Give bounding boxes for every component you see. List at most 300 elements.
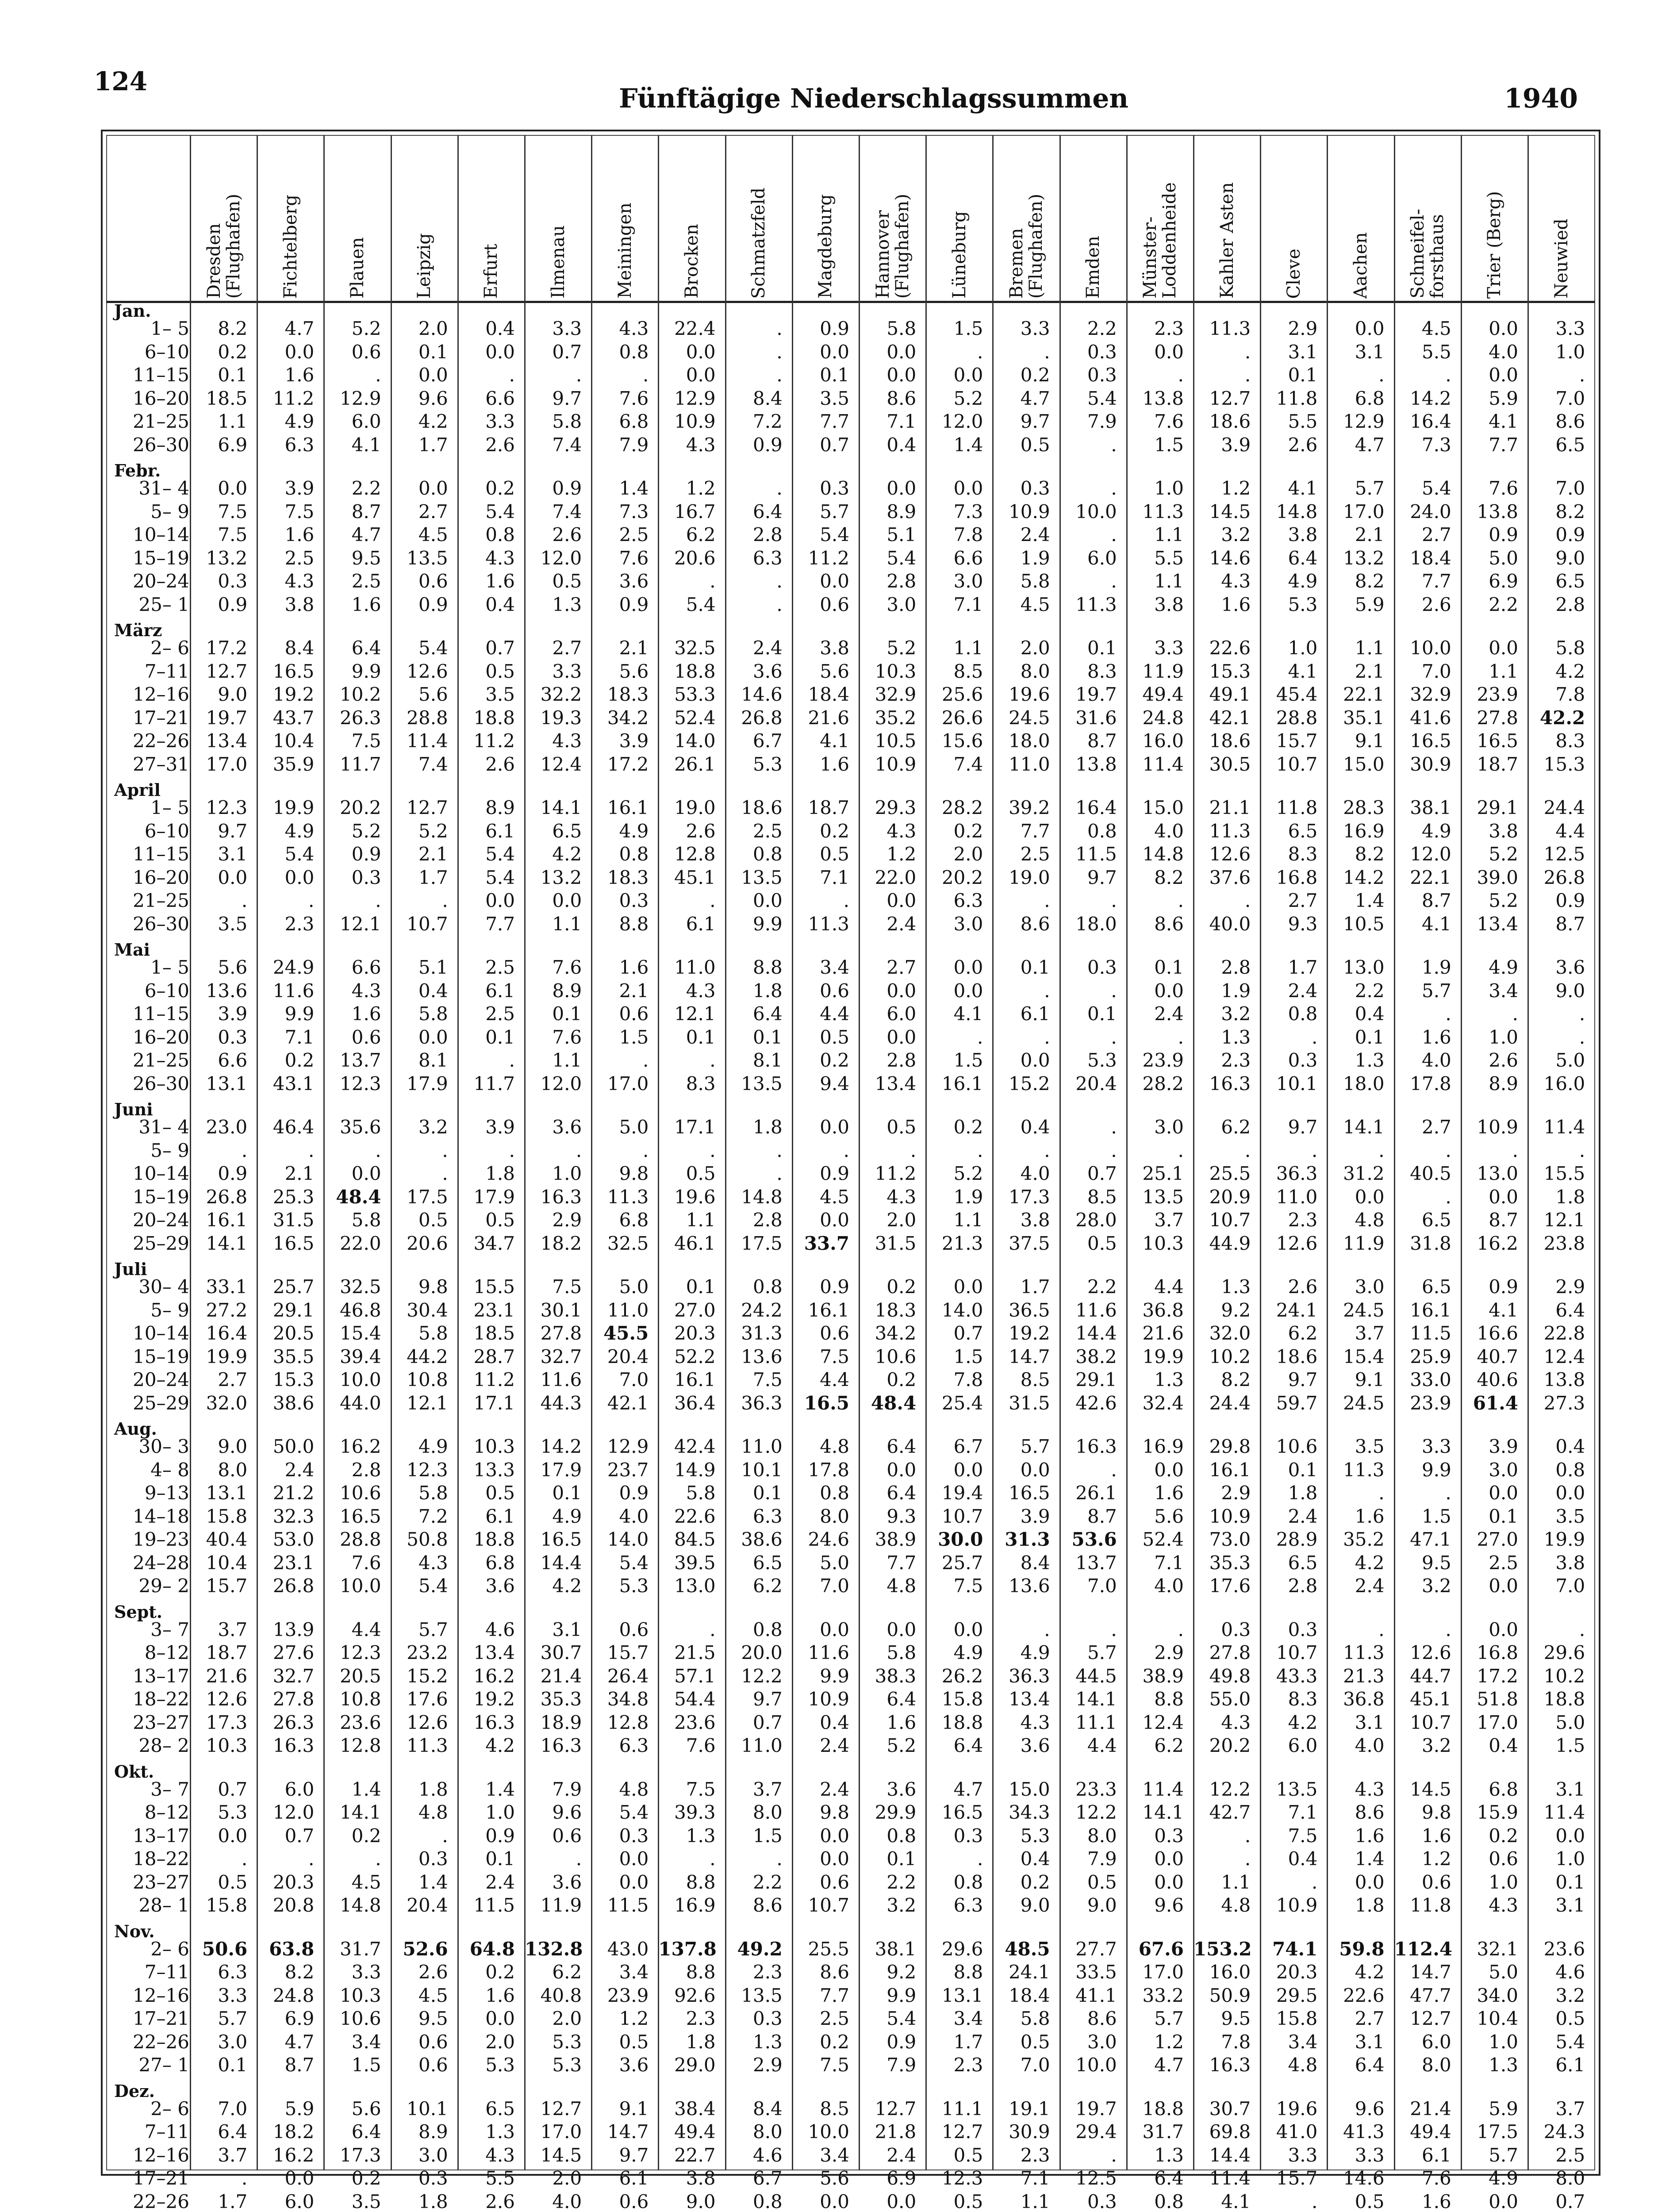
table-cell: 1.3 xyxy=(552,593,582,615)
table-cell: 22.6 xyxy=(674,1505,716,1527)
period-label: 3– 7 xyxy=(150,1618,189,1640)
month-label: Febr. xyxy=(114,461,161,480)
table-cell: 11.2 xyxy=(473,730,515,752)
table-cell: 16.5 xyxy=(340,1505,381,1527)
table-cell: 13.7 xyxy=(1075,1551,1117,1574)
period-label: 20–24 xyxy=(133,1209,189,1231)
table-cell: 23.6 xyxy=(1543,1938,1585,1960)
table-cell: 6.0 xyxy=(886,1003,917,1025)
table-cell: 12.7 xyxy=(540,2097,582,2120)
table-cell: 12.9 xyxy=(1343,411,1385,432)
table-cell: 5.8 xyxy=(1020,570,1050,592)
table-cell: 9.5 xyxy=(351,547,381,569)
table-cell: 18.0 xyxy=(1075,913,1117,935)
table-cell: 3.5 xyxy=(218,913,248,935)
table-cell: 10.4 xyxy=(206,1551,248,1574)
table-cell: 5.6 xyxy=(418,684,448,705)
table-cell: 0.0 xyxy=(1489,364,1518,386)
table-cell: 38.1 xyxy=(875,1938,917,1960)
period-label: 1– 5 xyxy=(150,318,189,339)
table-cell: 6.4 xyxy=(886,1688,917,1710)
table-cell: . xyxy=(442,890,448,911)
table-cell: 0.3 xyxy=(953,1824,983,1847)
table-cell: 61.4 xyxy=(1473,1392,1518,1414)
table-cell: 11.3 xyxy=(1209,820,1251,842)
table-cell: 4.4 xyxy=(351,1618,381,1640)
station-name: Leipzig xyxy=(414,233,435,299)
table-cell: 4.9 xyxy=(619,820,649,842)
table-cell: 0.9 xyxy=(218,1163,248,1184)
period-label: 3– 7 xyxy=(150,1778,189,1800)
table-cell: 1.8 xyxy=(485,1163,515,1184)
table-cell: 1.4 xyxy=(619,477,649,499)
table-cell: 0.1 xyxy=(752,1482,783,1504)
table-cell: 16.1 xyxy=(1209,1459,1251,1481)
table-cell: 3.0 xyxy=(1154,1116,1184,1138)
station-header xyxy=(859,139,926,299)
table-cell: 0.9 xyxy=(418,593,448,615)
table-cell: 9.8 xyxy=(619,1163,649,1184)
table-cell: 5.8 xyxy=(1555,637,1585,659)
table-cell: 0.8 xyxy=(1087,820,1117,842)
station-header xyxy=(324,139,391,299)
table-cell: 5.2 xyxy=(953,1163,983,1184)
table-cell: 3.7 xyxy=(218,2144,248,2166)
table-cell: 41.1 xyxy=(1075,1984,1117,2006)
table-cell: 5.3 xyxy=(1288,593,1318,615)
table-cell: 3.7 xyxy=(1355,1322,1385,1344)
table-cell: 6.4 xyxy=(752,1003,783,1025)
table-cell: 34.0 xyxy=(1477,1984,1518,2006)
table-cell: 8.6 xyxy=(1020,913,1050,935)
table-cell: 0.2 xyxy=(820,820,849,842)
table-cell: 0.0 xyxy=(886,2190,917,2212)
table-cell: 11.4 xyxy=(1543,1116,1585,1138)
table-cell: 9.8 xyxy=(1421,1801,1451,1823)
table-cell: 7.1 xyxy=(284,1026,315,1048)
table-cell: 0.7 xyxy=(820,434,849,456)
table-cell: 0.0 xyxy=(418,1026,448,1048)
table-cell: 1.0 xyxy=(1489,1871,1518,1893)
table-cell: 14.0 xyxy=(607,1528,649,1550)
table-cell: 8.6 xyxy=(1555,411,1585,432)
table-cell: 23.1 xyxy=(272,1551,315,1574)
table-cell: 3.1 xyxy=(1288,341,1318,363)
table-cell: 14.0 xyxy=(674,730,716,752)
table-cell: . xyxy=(1579,1026,1585,1048)
table-cell: 11.3 xyxy=(1209,318,1251,339)
period-label: 6–10 xyxy=(144,341,189,363)
table-cell: 13.0 xyxy=(1477,1163,1518,1184)
table-cell: 19.4 xyxy=(941,1482,983,1504)
period-label: 20–24 xyxy=(133,1369,189,1390)
table-cell: 1.1 xyxy=(1154,524,1184,545)
station-name: Schmatzfeld xyxy=(748,187,769,299)
table-cell: 6.6 xyxy=(485,387,515,409)
table-cell: 50.6 xyxy=(202,1938,248,1960)
table-cell: 26.3 xyxy=(272,1711,315,1733)
table-cell: 0.1 xyxy=(1020,956,1050,978)
table-cell: 3.8 xyxy=(1489,820,1518,842)
table-cell: 14.1 xyxy=(340,1801,381,1823)
table-cell: 1.3 xyxy=(1355,1049,1385,1071)
table-cell: 14.1 xyxy=(1075,1688,1117,1710)
table-cell: 10.3 xyxy=(340,1984,381,2006)
table-cell: 12.1 xyxy=(340,913,381,935)
table-cell: 15.7 xyxy=(1276,730,1318,752)
table-cell: . xyxy=(1044,1139,1050,1161)
table-cell: . xyxy=(1111,1618,1117,1640)
table-cell: 26.1 xyxy=(674,753,716,775)
table-cell: 3.6 xyxy=(552,1116,582,1138)
table-cell: 0.9 xyxy=(820,1276,849,1298)
table-cell: 18.5 xyxy=(206,387,248,409)
table-cell: 0.0 xyxy=(552,890,582,911)
table-cell: 11.4 xyxy=(1142,753,1184,775)
table-cell: 12.6 xyxy=(1410,1642,1451,1663)
period-label: 30– 4 xyxy=(138,1276,189,1298)
table-cell: 9.0 xyxy=(1020,1894,1050,1916)
table-cell: 2.0 xyxy=(418,318,448,339)
table-cell: 24.4 xyxy=(1209,1392,1251,1414)
table-cell: 0.2 xyxy=(218,341,248,363)
table-cell: . xyxy=(776,318,783,339)
period-label: 31– 4 xyxy=(138,1116,189,1138)
table-cell: 6.3 xyxy=(953,890,983,911)
table-cell: 2.2 xyxy=(1489,593,1518,615)
table-cell: 22.6 xyxy=(1209,637,1251,659)
table-cell: 20.4 xyxy=(407,1894,448,1916)
table-cell: 3.0 xyxy=(1355,1276,1385,1298)
table-cell: 36.8 xyxy=(1142,1299,1184,1321)
table-cell: 39.4 xyxy=(340,1345,381,1367)
table-cell: 16.3 xyxy=(1075,1436,1117,1457)
station-name: Fichtelberg xyxy=(280,194,301,299)
table-cell: 7.5 xyxy=(686,1778,716,1800)
table-cell: . xyxy=(1044,979,1050,1002)
table-cell: 52.4 xyxy=(1142,1528,1184,1550)
table-cell: 0.3 xyxy=(1087,364,1117,386)
table-cell: 11.1 xyxy=(1075,1711,1117,1733)
table-cell: 4.2 xyxy=(1555,660,1585,682)
table-cell: 1.2 xyxy=(686,477,716,499)
station-name: Magdeburg xyxy=(815,194,836,299)
table-cell: 15.0 xyxy=(1343,753,1385,775)
table-cell: . xyxy=(643,1049,649,1071)
table-cell: 19.9 xyxy=(206,1345,248,1367)
table-cell: 2.7 xyxy=(218,1369,248,1390)
period-label: 21–25 xyxy=(133,890,189,911)
table-cell: 2.7 xyxy=(1355,2008,1385,2029)
table-cell: 4.9 xyxy=(1288,570,1318,592)
table-cell: 0.2 xyxy=(1489,1824,1518,1847)
header-divider xyxy=(106,301,1595,303)
table-cell: 8.7 xyxy=(1421,890,1451,911)
table-cell: . xyxy=(776,341,783,363)
table-cell: 4.9 xyxy=(552,1505,582,1527)
table-cell: 4.8 xyxy=(619,1778,649,1800)
table-cell: 11.2 xyxy=(272,387,315,409)
table-cell: 4.3 xyxy=(351,979,381,1002)
month-label: Mai xyxy=(114,940,150,960)
table-cell: 24.2 xyxy=(741,1299,783,1321)
table-cell: 6.1 xyxy=(485,820,515,842)
table-cell: 0.2 xyxy=(886,1369,917,1390)
table-cell: 5.8 xyxy=(886,1642,917,1663)
table-cell: 2.3 xyxy=(1288,1209,1318,1231)
table-cell: 48.4 xyxy=(336,1186,381,1208)
table-cell: 0.5 xyxy=(820,843,849,865)
table-cell: 8.8 xyxy=(686,1871,716,1893)
table-cell: 2.4 xyxy=(886,2144,917,2166)
period-label: 10–14 xyxy=(133,1163,189,1184)
table-cell: 2.6 xyxy=(686,820,716,842)
table-cell: . xyxy=(509,364,515,386)
table-cell: 5.2 xyxy=(1489,843,1518,865)
period-label: 11–15 xyxy=(133,843,189,865)
table-cell: 0.0 xyxy=(820,341,849,363)
table-cell: 41.6 xyxy=(1410,707,1451,729)
table-cell: 25.4 xyxy=(941,1392,983,1414)
period-label: 2– 6 xyxy=(150,2097,189,2120)
period-label: 2– 6 xyxy=(150,637,189,659)
period-label: 12–16 xyxy=(133,2144,189,2166)
table-cell: 6.4 xyxy=(886,1482,917,1504)
table-cell: 12.3 xyxy=(407,1459,448,1481)
table-cell: 36.3 xyxy=(1276,1163,1318,1184)
table-cell: 8.8 xyxy=(1154,1688,1184,1710)
table-cell: 2.6 xyxy=(1489,1049,1518,1071)
table-cell: 4.2 xyxy=(552,1575,582,1597)
table-cell: 69.8 xyxy=(1209,2121,1251,2143)
table-cell: 11.9 xyxy=(540,1894,582,1916)
table-cell: 38.1 xyxy=(1410,797,1451,818)
table-cell: 11.2 xyxy=(473,1369,515,1390)
table-cell: 5.0 xyxy=(1489,1961,1518,1983)
table-cell: 1.2 xyxy=(1154,2031,1184,2053)
table-cell: 5.7 xyxy=(418,1618,448,1640)
table-cell: 0.0 xyxy=(284,866,315,888)
table-cell: 6.9 xyxy=(1489,570,1518,592)
table-cell: 28.8 xyxy=(340,1528,381,1550)
table-cell: 0.3 xyxy=(1221,1618,1251,1640)
table-cell: 18.8 xyxy=(674,660,716,682)
table-cell: 6.3 xyxy=(752,547,783,569)
period-label: 14–18 xyxy=(133,1505,189,1527)
table-cell: . xyxy=(1178,1026,1184,1048)
table-cell: 0.8 xyxy=(953,1871,983,1893)
table-cell: 21.3 xyxy=(1343,1665,1385,1687)
table-cell: 0.9 xyxy=(619,593,649,615)
table-cell: 37.5 xyxy=(1009,1232,1050,1254)
table-cell: 7.6 xyxy=(619,547,649,569)
table-cell: 0.6 xyxy=(820,593,849,615)
table-cell: 0.0 xyxy=(1555,1824,1585,1847)
month-label: Okt. xyxy=(114,1761,154,1782)
table-cell: 4.8 xyxy=(1355,1209,1385,1231)
table-cell: 1.1 xyxy=(552,1049,582,1071)
table-cell: 14.9 xyxy=(674,1459,716,1481)
table-cell: 32.9 xyxy=(1410,684,1451,705)
table-cell: 4.8 xyxy=(418,1801,448,1823)
table-cell: 1.7 xyxy=(418,866,448,888)
table-cell: 0.3 xyxy=(351,866,381,888)
table-cell: 42.1 xyxy=(1209,707,1251,729)
table-cell: 5.8 xyxy=(418,1003,448,1025)
table-cell: 10.9 xyxy=(674,411,716,432)
table-cell: 22.7 xyxy=(674,2144,716,2166)
table-cell: 12.6 xyxy=(1209,843,1251,865)
table-cell: 6.5 xyxy=(1421,1276,1451,1298)
table-cell: 11.5 xyxy=(607,1894,649,1916)
table-cell: 4.0 xyxy=(619,1505,649,1527)
table-cell: 10.7 xyxy=(808,1894,849,1916)
table-cell: 5.7 xyxy=(1489,2144,1518,2166)
table-cell: 21.6 xyxy=(808,707,849,729)
table-cell: 9.6 xyxy=(1355,2097,1385,2120)
table-cell: . xyxy=(1178,364,1184,386)
table-cell: 1.0 xyxy=(1489,2031,1518,2053)
table-cell: 3.3 xyxy=(1421,1436,1451,1457)
table-cell: 14.0 xyxy=(941,1299,983,1321)
period-label: 16–20 xyxy=(133,1026,189,1048)
table-cell: . xyxy=(710,890,716,911)
table-cell: 8.8 xyxy=(752,956,783,978)
table-cell: 63.8 xyxy=(269,1938,315,1960)
table-cell: 3.0 xyxy=(218,2031,248,2053)
table-cell: 0.5 xyxy=(1087,1871,1117,1893)
table-cell: 12.3 xyxy=(340,1072,381,1094)
table-cell: 0.3 xyxy=(218,1026,248,1048)
table-cell: 30.7 xyxy=(1209,2097,1251,2120)
table-cell: 0.1 xyxy=(820,364,849,386)
table-cell: . xyxy=(776,1139,783,1161)
table-cell: 5.2 xyxy=(351,318,381,339)
table-cell: 18.4 xyxy=(808,684,849,705)
table-cell: 7.8 xyxy=(953,524,983,545)
table-cell: 0.9 xyxy=(752,434,783,456)
table-cell: 10.1 xyxy=(407,2097,448,2120)
table-cell: 20.6 xyxy=(674,547,716,569)
table-cell: 40.6 xyxy=(1477,1369,1518,1390)
table-cell: 32.9 xyxy=(875,684,917,705)
table-cell: 18.6 xyxy=(1209,411,1251,432)
table-cell: 12.4 xyxy=(540,753,582,775)
table-cell: 15.5 xyxy=(1543,1163,1585,1184)
table-cell: 0.0 xyxy=(1489,2190,1518,2212)
period-label: 16–20 xyxy=(133,387,189,409)
period-label: 5– 9 xyxy=(150,1299,189,1321)
table-cell: 24.8 xyxy=(1142,707,1184,729)
table-cell: 12.3 xyxy=(206,797,248,818)
period-label: 17–21 xyxy=(133,2167,189,2189)
table-cell: 4.5 xyxy=(418,1984,448,2006)
period-label: 23–27 xyxy=(133,1871,189,1893)
table-cell: 59.7 xyxy=(1276,1392,1318,1414)
table-cell: 36.5 xyxy=(1009,1299,1050,1321)
table-cell: 17.2 xyxy=(1477,1665,1518,1687)
table-cell: . xyxy=(241,1139,248,1161)
table-cell: 0.0 xyxy=(953,1459,983,1481)
table-cell: 3.3 xyxy=(1555,318,1585,339)
table-cell: 7.7 xyxy=(485,913,515,935)
table-cell: . xyxy=(375,1139,381,1161)
table-cell: 1.5 xyxy=(619,1026,649,1048)
table-cell: 0.0 xyxy=(820,570,849,592)
table-cell: 7.9 xyxy=(619,434,649,456)
table-cell: 30.5 xyxy=(1209,753,1251,775)
table-cell: 5.2 xyxy=(953,387,983,409)
table-cell: 11.2 xyxy=(808,547,849,569)
table-cell: 5.0 xyxy=(619,1116,649,1138)
table-cell: 6.0 xyxy=(351,411,381,432)
table-cell: 3.9 xyxy=(218,1003,248,1025)
table-cell: 8.3 xyxy=(686,1072,716,1094)
table-cell: 23.1 xyxy=(473,1299,515,1321)
table-cell: 5.2 xyxy=(886,1735,917,1756)
table-cell: 4.2 xyxy=(552,843,582,865)
table-cell: 2.8 xyxy=(752,1209,783,1231)
table-cell: 17.6 xyxy=(1209,1575,1251,1597)
table-cell: 0.5 xyxy=(418,1209,448,1231)
table-cell: 3.4 xyxy=(619,1961,649,1983)
table-cell: . xyxy=(1111,1116,1117,1138)
table-cell: 18.7 xyxy=(808,797,849,818)
table-cell: 7.1 xyxy=(1154,1551,1184,1574)
table-cell: 0.3 xyxy=(1154,1824,1184,1847)
table-cell: 17.5 xyxy=(407,1186,448,1208)
table-cell: 3.6 xyxy=(619,2054,649,2076)
table-cell: 10.7 xyxy=(1276,753,1318,775)
table-cell: 6.5 xyxy=(1288,820,1318,842)
table-cell: 42.1 xyxy=(607,1392,649,1414)
table-cell: 12.9 xyxy=(674,387,716,409)
table-cell: 10.9 xyxy=(875,753,917,775)
table-cell: 1.6 xyxy=(619,956,649,978)
table-cell: 3.5 xyxy=(820,387,849,409)
table-cell: 5.7 xyxy=(1154,2008,1184,2029)
table-cell: 11.3 xyxy=(607,1186,649,1208)
table-cell: 23.3 xyxy=(1075,1778,1117,1800)
table-cell: . xyxy=(1512,1003,1518,1025)
table-cell: 1.8 xyxy=(1355,1894,1385,1916)
table-cell: 16.9 xyxy=(1142,1436,1184,1457)
table-cell: 3.3 xyxy=(1288,2144,1318,2166)
table-cell: 1.0 xyxy=(1489,1026,1518,1048)
table-cell: . xyxy=(576,1848,582,1870)
table-cell: 4.7 xyxy=(953,1778,983,1800)
table-cell: 19.7 xyxy=(1075,2097,1117,2120)
table-cell: 20.2 xyxy=(340,797,381,818)
table-cell: 2.4 xyxy=(1355,1575,1385,1597)
table-cell: 1.6 xyxy=(1154,1482,1184,1504)
table-cell: 1.6 xyxy=(1421,2190,1451,2212)
table-cell: 21.8 xyxy=(875,2121,917,2143)
table-cell: 1.7 xyxy=(953,2031,983,2053)
table-cell: 4.0 xyxy=(1489,341,1518,363)
table-cell: 3.7 xyxy=(1154,1209,1184,1231)
table-cell: 4.3 xyxy=(1221,1711,1251,1733)
table-cell: 27.2 xyxy=(206,1299,248,1321)
period-label: 30– 3 xyxy=(138,1436,189,1457)
table-cell: 4.1 xyxy=(953,1003,983,1025)
table-cell: 1.8 xyxy=(418,1778,448,1800)
table-cell: . xyxy=(1445,1186,1451,1208)
period-label: 23–27 xyxy=(133,1711,189,1733)
table-cell: 16.1 xyxy=(1410,1299,1451,1321)
table-cell: 19.9 xyxy=(1543,1528,1585,1550)
table-cell: 46.1 xyxy=(674,1232,716,1254)
